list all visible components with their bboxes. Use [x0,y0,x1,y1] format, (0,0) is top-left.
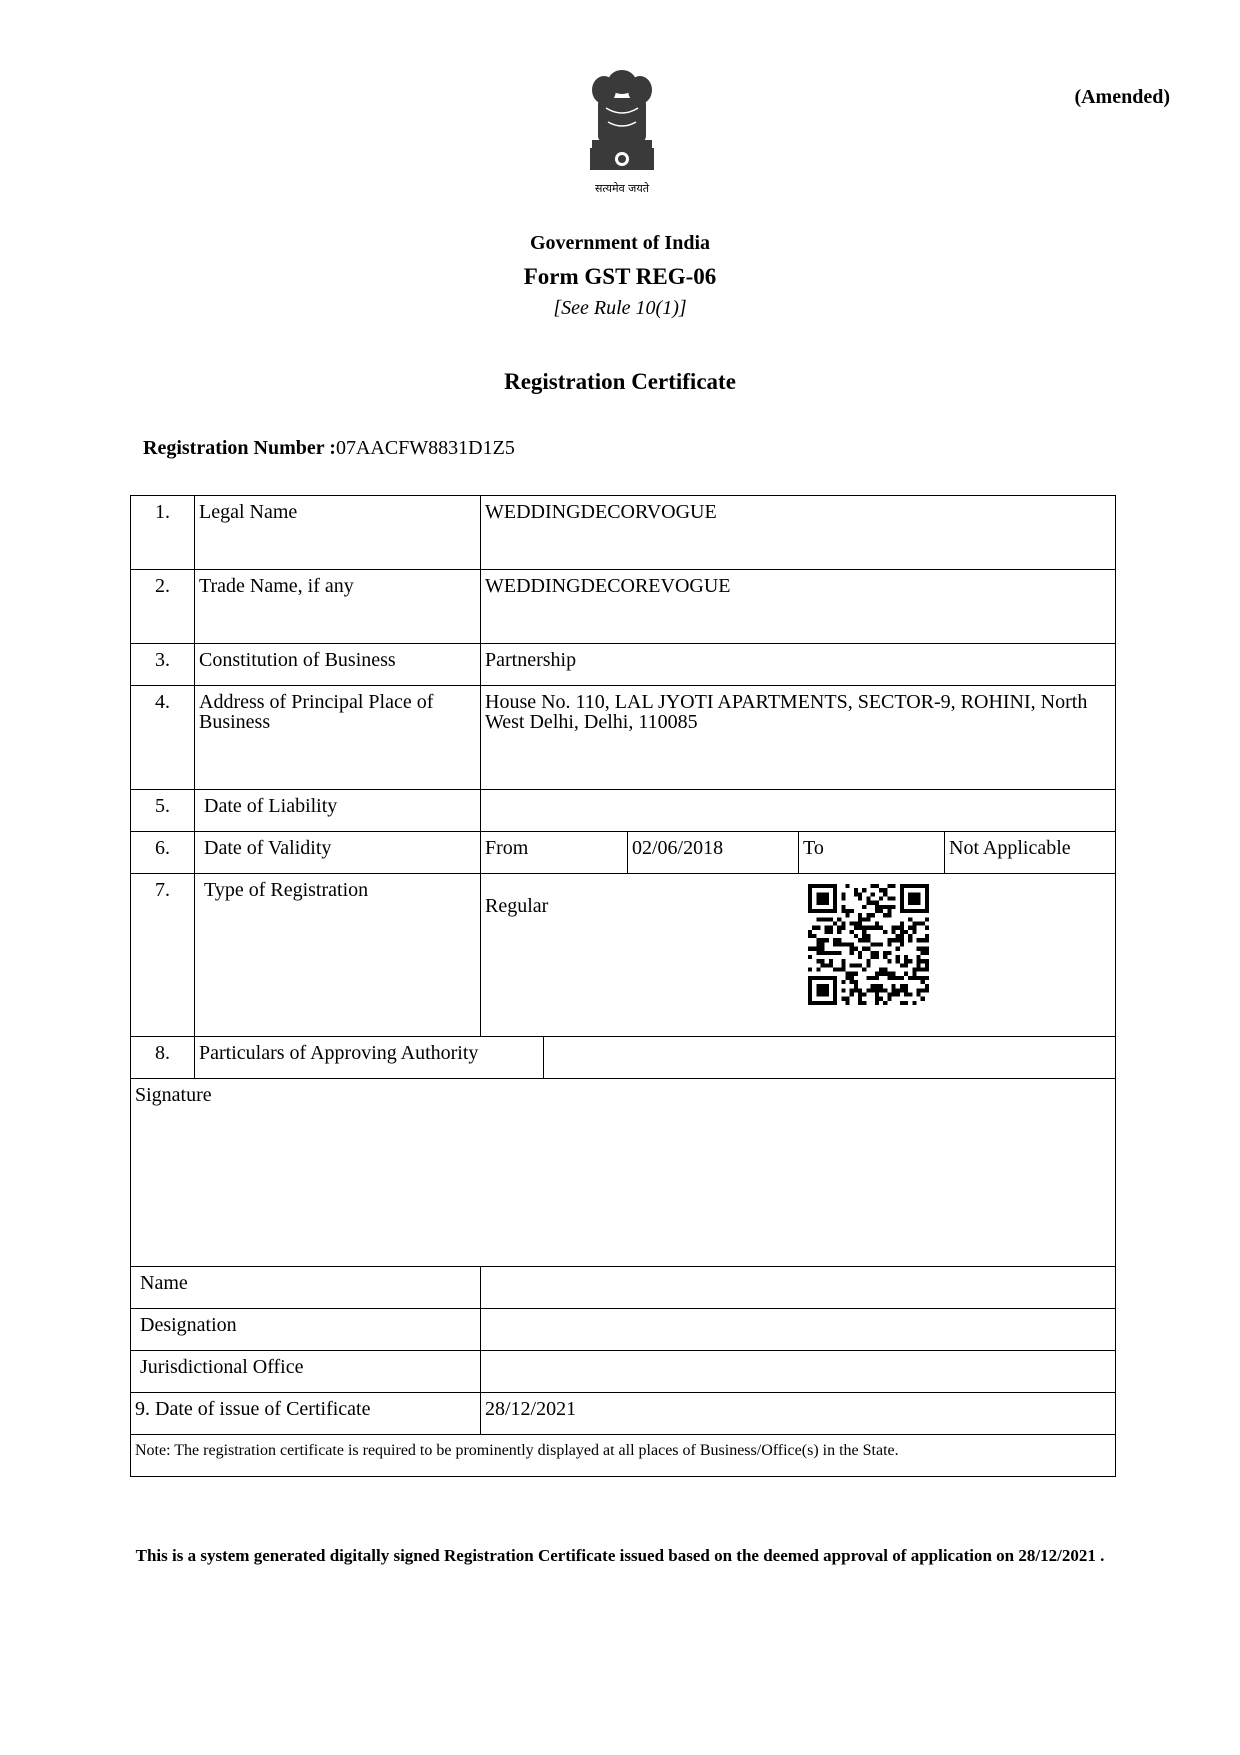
table-row [131,1309,1116,1351]
registration-number-value: 07AACFW8831D1Z5 [335,437,515,459]
approving-authority-label: Particulars of Approving Authority [195,1037,544,1079]
amended-label: (Amended) [1074,86,1170,108]
jurisdictional-office-label: Jurisdictional Office [131,1351,481,1393]
address-value: House No. 110, LAL JYOTI APARTMENTS, SECTOR-9, ROHINI, North West Delhi, Delhi, 110085 [481,686,1116,790]
issue-date-label: 9. Date of issue of Certificate [131,1393,481,1435]
row-number: 6. [131,832,195,874]
legal-name-value: WEDDINGDECORVOGUE [481,496,1116,570]
table-row [131,1393,1116,1435]
table-row [131,790,1116,832]
row-number: 1. [131,496,195,570]
trade-name-label: Trade Name, if any [195,570,481,644]
table-row [131,832,1116,874]
table-row [131,644,1116,686]
row-number: 5. [131,790,195,832]
form-heading: Form GST REG-06 [523,264,717,289]
constitution-label: Constitution of Business [195,644,481,686]
certificate-table [130,495,1116,1477]
footer-statement: This is a system generated digitally signed Registration Certificate issued based on the deemed approval of application on 28/12/2021 . [135,1546,1105,1565]
row-number: 8. [131,1037,195,1079]
row-number: 2. [131,570,195,644]
display-note: Note: The registration certificate is required to be prominently displayed at all places of Business/Office(s) in the State. [131,1435,1116,1477]
registration-number [143,437,515,460]
table-row [131,1079,1116,1267]
issue-date-value: 28/12/2021 [481,1393,1116,1435]
validity-to-label: To [799,832,945,874]
table-row [131,1267,1116,1309]
row-number: 3. [131,644,195,686]
national-emblem-icon [578,64,666,200]
designation-value [481,1309,1116,1351]
registration-type-value: Regular [481,874,1116,1037]
approving-authority-value [544,1037,1116,1079]
table-row [131,874,1116,1037]
jurisdictional-office-value [481,1351,1116,1393]
liability-value [481,790,1116,832]
address-label: Address of Principal Place of Business [195,686,481,790]
validity-from-value: 02/06/2018 [628,832,799,874]
government-heading: Government of India [530,232,710,254]
row-number: 7. [131,874,195,1037]
registration-number-label: Registration Number : [143,437,336,459]
designation-label: Designation [131,1309,481,1351]
validity-label: Date of Validity [195,832,481,874]
certificate-title: Registration Certificate [504,369,736,394]
table-row [131,570,1116,644]
qr-code-icon [808,884,929,1005]
table-row [131,1351,1116,1393]
table-row [131,496,1116,570]
emblem-caption: सत्यमेव जयते [594,182,650,195]
officer-name-value [481,1267,1116,1309]
registration-type-label: Type of Registration [195,874,481,1037]
validity-from-label: From [481,832,628,874]
rule-reference: [See Rule 10(1)] [553,297,687,319]
constitution-value: Partnership [481,644,1116,686]
table-row [131,686,1116,790]
table-row [131,1435,1116,1477]
table-row [131,1037,1116,1079]
row-number: 4. [131,686,195,790]
validity-to-value: Not Applicable [945,832,1116,874]
trade-name-value: WEDDINGDECOREVOGUE [481,570,1116,644]
liability-label: Date of Liability [195,790,481,832]
signature-label: Signature [131,1079,1116,1267]
legal-name-label: Legal Name [195,496,481,570]
officer-name-label: Name [131,1267,481,1309]
